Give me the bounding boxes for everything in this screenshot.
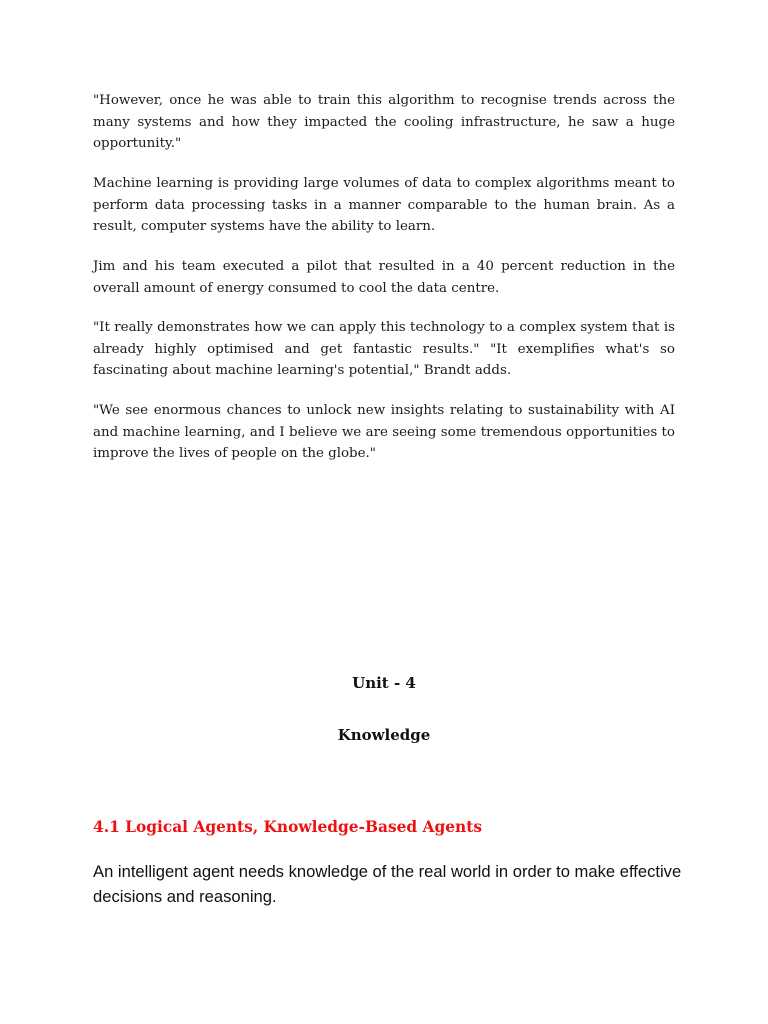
section-intro-paragraph: An intelligent agent needs knowledge of the real world in order to make effective decisions and reasoning. (93, 862, 682, 906)
paragraph-quote-brandt: "It really demonstrates how we can apply this technology to a complex system that is already highly optimised and get fantastic results." "It exemplifies what's so fascinating about machine learning's potential," Brandt adds. (93, 320, 675, 378)
paragraph-quote-sustainability: "We see enormous chances to unlock new insights relating to sustainability with AI and machine learning, and I believe we are seeing some tremendous opportunities to improve the lives of people on the globe." (93, 403, 675, 461)
section-heading: 4.1 Logical Agents, Knowledge-Based Agents (93, 818, 482, 836)
paragraph-pilot-result: Jim and his team executed a pilot that resulted in a 40 percent reduction in the overall amount of energy consumed to cool the data centre. (93, 259, 675, 296)
paragraph-machine-learning: Machine learning is providing large volumes of data to complex algorithms meant to perform data processing tasks in a manner comparable to the human brain. As a result, computer systems have the ability to learn. (93, 176, 675, 234)
unit-name: Knowledge (337, 726, 431, 744)
paragraph-quote-opportunity: "However, once he was able to train this algorithm to recognise trends across the many systems and how they impacted the cooling infrastructure, he saw a huge opportunity." (93, 93, 675, 151)
unit-title: Unit - 4 (352, 674, 416, 692)
